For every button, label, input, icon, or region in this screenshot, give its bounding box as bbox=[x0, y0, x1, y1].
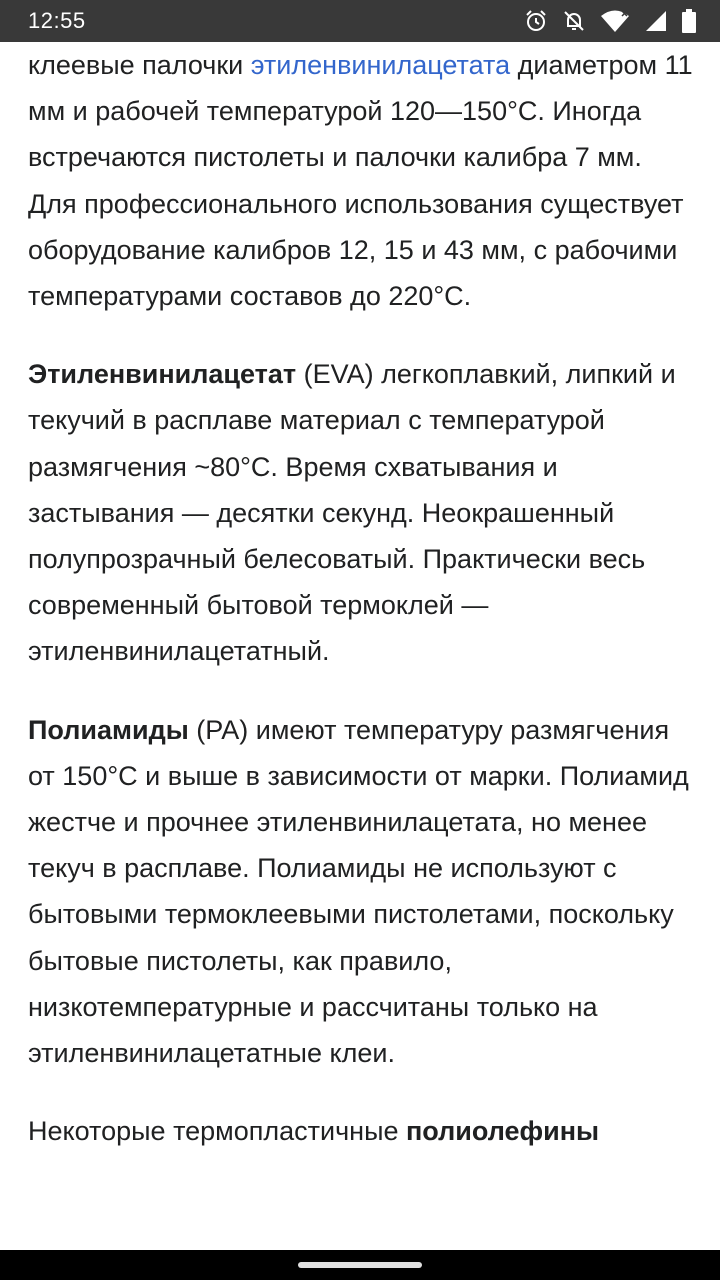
eva-link[interactable]: этиленвинилацетата bbox=[250, 50, 511, 80]
paragraph-text: диаметром 11 мм и рабочей температурой 120—150°C. Иногда встречаются пистолеты и палочки калибра 7 мм. Для профессионального использования существует оборудование калибров 12, 15 и 43 мм, с рабочими температурами составов до 220°C. bbox=[28, 50, 693, 312]
paragraph-glue-sticks bbox=[28, 42, 698, 319]
status-icons bbox=[524, 8, 696, 34]
paragraph-text: (EVA) легкоплавкий, липкий и текучий в расплаве материал с температурой размягчения ~80°C. Время схватывания и застывания — десятки секунд. Неокрашенный полупрозрачный белесоватый. Практически весь современный бытовой термоклей — этиленвинилацетатный. bbox=[28, 359, 676, 667]
paragraph-text: клеевые палочки bbox=[28, 50, 251, 80]
alarm-icon bbox=[524, 9, 548, 33]
article-content bbox=[28, 42, 698, 1154]
term-polyolefins: полиолефины bbox=[406, 1116, 600, 1147]
notifications-off-icon bbox=[562, 9, 586, 33]
battery-icon bbox=[682, 9, 696, 33]
home-gesture-handle[interactable] bbox=[298, 1262, 422, 1268]
term-polyamides: Полиамиды bbox=[28, 714, 189, 745]
paragraph-text: Некоторые термопластичные bbox=[28, 1116, 406, 1147]
paragraph-polyolefins bbox=[28, 1108, 698, 1154]
status-bar bbox=[0, 0, 720, 42]
paragraph-eva bbox=[28, 351, 698, 674]
paragraph-polyamides bbox=[28, 707, 698, 1077]
navigation-bar bbox=[0, 1250, 720, 1280]
term-eva: Этиленвинилацетат bbox=[28, 359, 297, 390]
signal-icon bbox=[644, 9, 668, 33]
status-time: 12:55 bbox=[28, 8, 86, 33]
paragraph-text: (PA) имеют температуру размягчения от 150°C и выше в зависимости от марки. Полиамид жестче и прочнее этиленвинилацетата, но менее текуч в расплаве. Полиамиды не используют с бытовыми термоклеевыми пистолетами, поскольку бытовые пистолеты, как правило, низкотемпературные и рассчитаны только на этиленвинилацетатные клеи. bbox=[28, 714, 689, 1069]
wifi-icon bbox=[600, 9, 630, 33]
